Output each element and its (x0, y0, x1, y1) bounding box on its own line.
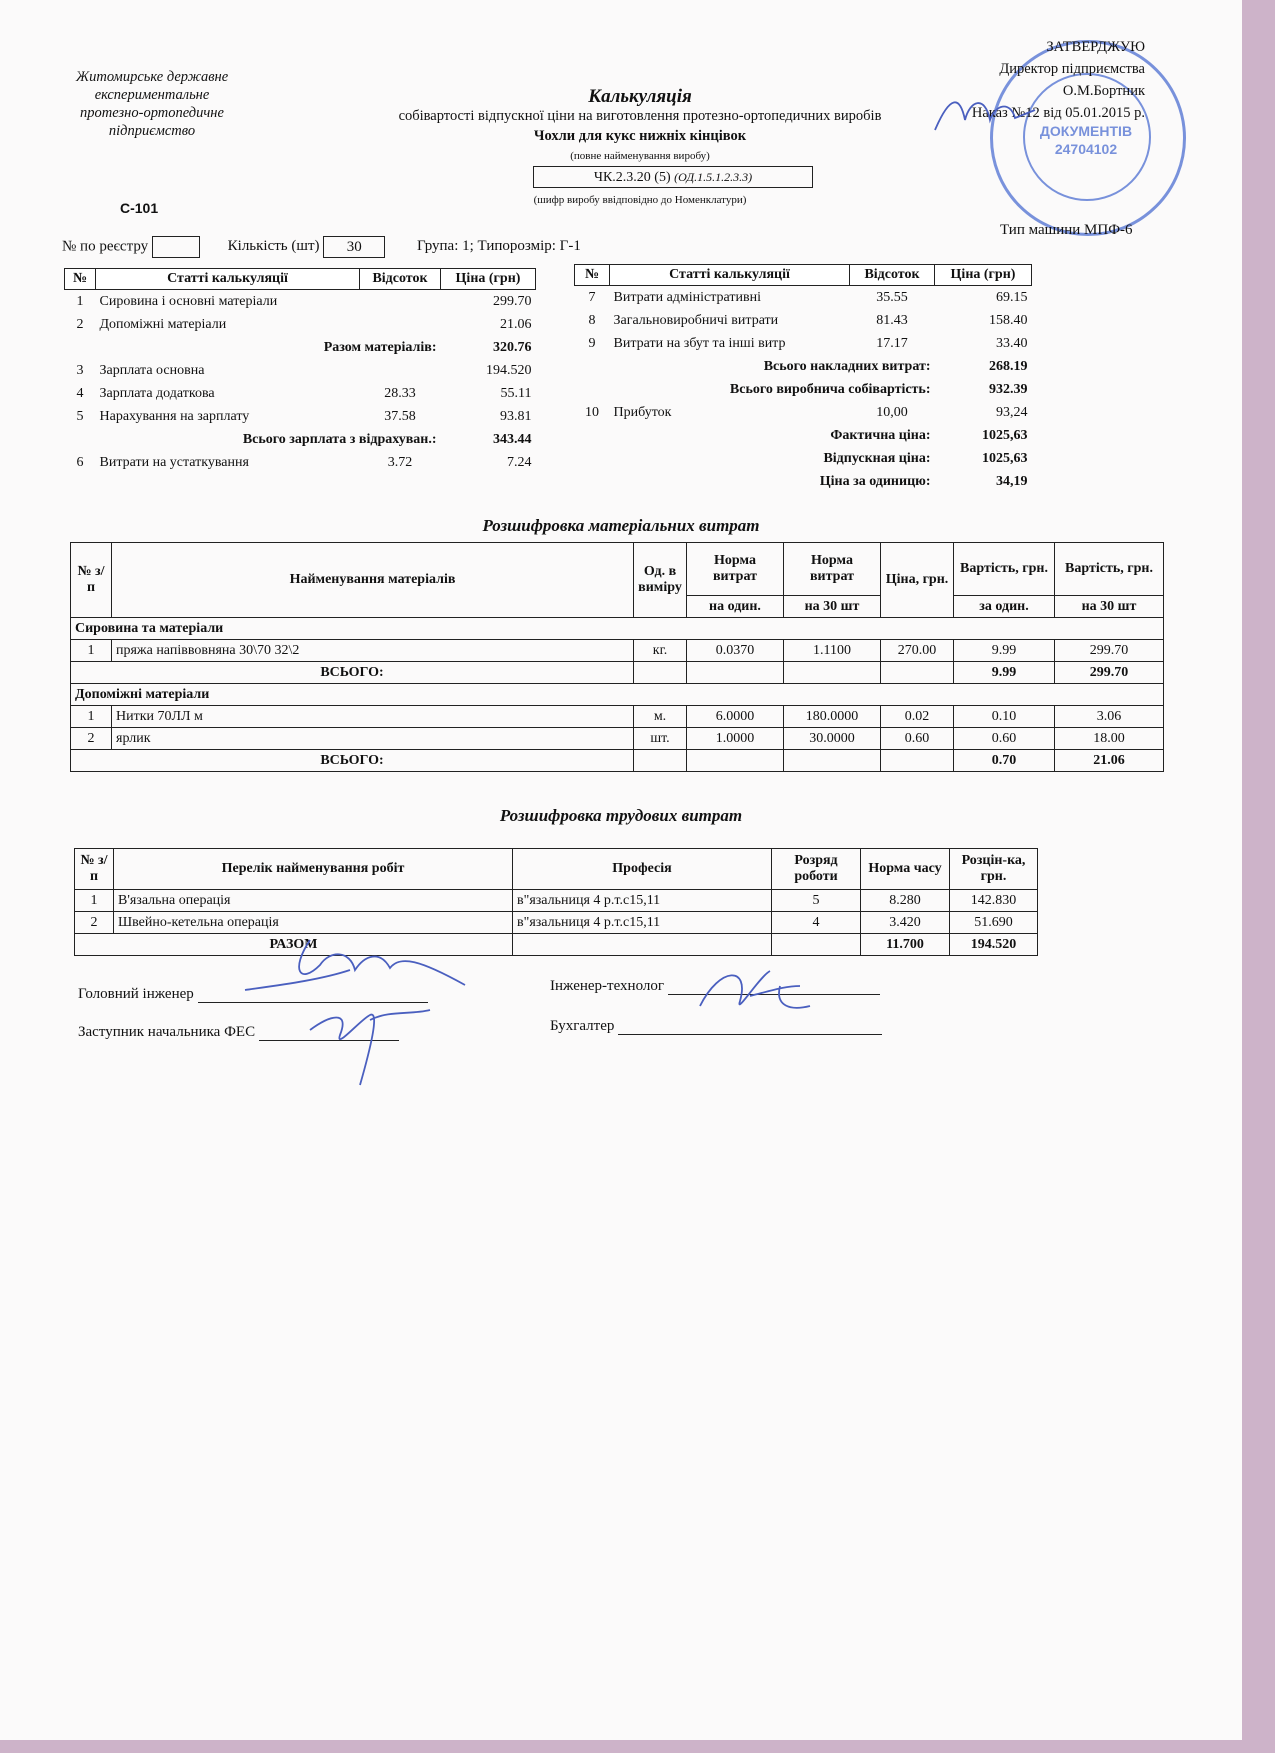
calc-row (575, 378, 1032, 401)
calc-pct: 37.58 (384, 408, 416, 424)
calc-row (65, 359, 536, 382)
calc-value: 1025,63 (982, 427, 1028, 443)
calc-value: 33.40 (996, 335, 1028, 351)
calc-pct: 10,00 (876, 404, 908, 420)
calc-item: Відпускная ціна: (823, 450, 931, 466)
mat-header-cost-one: Вартість, грн. (954, 543, 1055, 596)
mat-header-price: Ціна, грн. (881, 543, 954, 618)
stamp-number: 24704102 (1054, 141, 1118, 157)
mat-cost-30: 18.00 (1055, 728, 1164, 750)
calc-item: Зарплата додаткова (99, 385, 215, 401)
calc-row (65, 290, 536, 314)
mat-name: Нитки 70ЛЛ м (112, 706, 634, 728)
calc-row (65, 405, 536, 428)
material-row (71, 706, 1164, 728)
calc-item: Зарплата основна (99, 362, 205, 378)
mat-cost-one: 0.10 (954, 706, 1055, 728)
calc-num: 7 (588, 289, 596, 305)
organization-name (52, 68, 252, 140)
approval-order: Наказ №12 від 05.01.2015 р. (971, 105, 1145, 121)
calc-value: 7.24 (507, 454, 532, 470)
org-line: експериментальне (94, 87, 210, 103)
mat-norm-one: 6.0000 (687, 706, 784, 728)
calc-value: 299.70 (493, 293, 532, 309)
labor-profession: в"язальниця 4 р.т.с15,11 (513, 890, 772, 912)
mat-header-cost-30: Вартість, грн. (1055, 543, 1164, 596)
calc-row (65, 313, 536, 336)
labor-header-name: Перелік найменування робіт (114, 849, 513, 890)
calc-item: Разом матеріалів: (323, 339, 437, 355)
calc-value: 268.19 (989, 358, 1028, 374)
mat-total-label: ВСЬОГО: (71, 750, 634, 772)
mat-norm-30: 1.1100 (784, 640, 881, 662)
mat-name: пряжа напіввовняна 30\70 32\2 (112, 640, 634, 662)
labor-num: 1 (75, 890, 114, 912)
mat-total-cost-30: 21.06 (1055, 750, 1164, 772)
mat-empty-cell (881, 662, 954, 684)
product-name-hint: (повне найменування виробу) (570, 150, 710, 162)
labor-empty-cell (513, 934, 772, 956)
materials-section-title: Розшифровка матеріальних витрат (482, 516, 760, 535)
calc-row (65, 382, 536, 405)
mat-unit: шт. (634, 728, 687, 750)
calc-num: 6 (76, 454, 84, 470)
mat-empty-cell (784, 662, 881, 684)
material-total-row (71, 750, 1164, 772)
material-group-title: Сировина та матеріали (71, 618, 1164, 640)
labor-rate: 51.690 (950, 912, 1038, 934)
mat-norm-one: 0.0370 (687, 640, 784, 662)
calc-table-right (574, 264, 1032, 493)
mat-unit: м. (634, 706, 687, 728)
calc-row (65, 451, 536, 474)
mat-total-label: ВСЬОГО: (71, 662, 634, 684)
calc-header-num: № (65, 269, 96, 290)
material-row (71, 728, 1164, 750)
machine-type: Тип машини МПФ-6 (1000, 222, 1133, 238)
mat-subheader-per-30: на 30 шт (784, 596, 881, 618)
mat-num: 1 (71, 706, 112, 728)
material-group-row (71, 684, 1164, 706)
calc-pct: 3.72 (387, 454, 413, 470)
engineer-signature-icon (690, 956, 820, 1026)
calc-row (575, 309, 1032, 332)
calc-pct (360, 290, 441, 314)
labor-rank: 5 (772, 890, 861, 912)
quantity-value: 30 (323, 236, 385, 258)
labor-header-num: № з/п (75, 849, 114, 890)
mat-header-norm-one: Норма витрат (687, 543, 784, 596)
mat-subheader-per-one: на один. (687, 596, 784, 618)
mat-num: 2 (71, 728, 112, 750)
mat-norm-one: 1.0000 (687, 728, 784, 750)
calc-header-item: Статті калькуляції (96, 269, 360, 290)
labor-rank: 4 (772, 912, 861, 934)
calc-num: 2 (76, 316, 84, 332)
calc-num: 3 (76, 362, 84, 378)
mat-subheader-cost-30: на 30 шт (1055, 596, 1164, 618)
deputy-signature-icon (300, 990, 440, 1090)
calc-pct: 28.33 (384, 385, 416, 401)
calc-item: Витрати на збут та інші витр (613, 335, 786, 351)
mat-total-cost-one: 0.70 (954, 750, 1055, 772)
labor-total-rate: 194.520 (950, 934, 1038, 956)
registry-label: № по реєстру (62, 238, 149, 255)
calc-row (65, 336, 536, 359)
calc-item: Нарахування на зарплату (99, 408, 250, 424)
director-signature-icon (930, 90, 1040, 140)
calc-header-price: Ціна (грн) (441, 269, 536, 290)
mat-total-cost-30: 299.70 (1055, 662, 1164, 684)
calc-value: 158.40 (989, 312, 1028, 328)
labor-header-rank: Розряд роботи (772, 849, 861, 890)
calc-pct: 81.43 (876, 312, 908, 328)
quantity-label: Кількість (шт) (227, 238, 320, 255)
labor-num: 2 (75, 912, 114, 934)
calc-item: Всього зарплата з відрахуван.: (242, 431, 437, 447)
mat-price: 270.00 (881, 640, 954, 662)
calc-value: 1025,63 (982, 450, 1028, 466)
calc-item: Фактична ціна: (830, 427, 931, 443)
calc-value: 932.39 (989, 381, 1028, 397)
org-line: протезно-ортопедичне (80, 105, 224, 121)
calc-table-left (64, 268, 536, 474)
org-line: підприємство (108, 123, 196, 139)
chief-engineer-label: Головний інженер (78, 986, 194, 1002)
calc-num-empty (575, 355, 610, 378)
calc-right-body (575, 286, 1032, 494)
calc-num: 1 (76, 293, 84, 309)
mat-empty-cell (784, 750, 881, 772)
page-title: Калькуляція (588, 86, 692, 107)
labor-rate: 142.830 (950, 890, 1038, 912)
mat-unit: кг. (634, 640, 687, 662)
mat-header-norm-30: Норма витрат (784, 543, 881, 596)
calc-num: 5 (76, 408, 84, 424)
registry-number-box (152, 236, 200, 258)
labor-name: Швейно-кетельна операція (114, 912, 513, 934)
calc-num-empty (575, 424, 610, 447)
calc-item: Ціна за одиницю: (819, 473, 931, 489)
calc-row (575, 470, 1032, 493)
deputy-label: Заступник начальника ФЕС (78, 1024, 256, 1040)
mat-cost-one: 0.60 (954, 728, 1055, 750)
calc-item: Сировина і основні матеріали (99, 293, 278, 309)
labor-header-rate: Розцін-ка, грн. (950, 849, 1038, 890)
calc-item: Всього накладних витрат: (763, 358, 931, 374)
registry-line (62, 236, 581, 258)
accountant-label: Бухгалтер (550, 1018, 615, 1034)
calc-value: 21.06 (500, 316, 532, 332)
mat-empty-cell (687, 750, 784, 772)
calc-value: 343.44 (493, 431, 532, 447)
group-size: Група: 1; Типорозмір: Г-1 (417, 238, 581, 255)
calc-pct: 35.55 (876, 289, 908, 305)
calc-row (575, 447, 1032, 470)
mat-name: ярлик (112, 728, 634, 750)
form-code: С-101 (120, 200, 159, 216)
material-row (71, 640, 1164, 662)
calc-row (575, 401, 1032, 424)
calc-num: 10 (585, 404, 599, 420)
mat-price: 0.60 (881, 728, 954, 750)
approval-heading: ЗАТВЕРДЖУЮ (1046, 39, 1145, 55)
labor-row (75, 890, 1038, 912)
labor-total-norm: 11.700 (861, 934, 950, 956)
calc-item: Витрати на устаткування (99, 454, 249, 470)
mat-cost-30: 3.06 (1055, 706, 1164, 728)
calc-num-empty (575, 447, 610, 470)
approval-director-name: О.М.Бортник (1062, 83, 1145, 99)
material-total-row (71, 662, 1164, 684)
calc-num-empty (65, 336, 96, 359)
calc-value: 320.76 (493, 339, 532, 355)
materials-body (71, 618, 1164, 772)
calc-header-num: № (575, 265, 610, 286)
calc-value: 69.15 (996, 289, 1028, 305)
product-code-hint: (шифр виробу ввідповідно до Номенклатури) (533, 194, 747, 206)
engineer-label: Інженер-технолог (550, 978, 665, 994)
product-name: Чохли для кукс нижніх кінцівок (533, 128, 747, 144)
approval-position: Директор підприємства (999, 61, 1145, 77)
calc-row (575, 286, 1032, 310)
calc-header-price: Ціна (грн) (935, 265, 1032, 286)
labor-body (75, 890, 1038, 956)
mat-norm-30: 180.0000 (784, 706, 881, 728)
calc-pct: 17.17 (876, 335, 908, 351)
calc-item: Витрати адміністративні (613, 289, 762, 305)
labor-total-label: РАЗОМ (75, 934, 513, 956)
calc-value: 93,24 (996, 404, 1028, 420)
product-code: ЧК.2.3.20 (5) (593, 170, 671, 185)
mat-cost-30: 299.70 (1055, 640, 1164, 662)
mat-empty-cell (634, 662, 687, 684)
org-line: Житомирське державне (75, 69, 229, 85)
labor-table (74, 848, 1038, 956)
product-code-box (533, 166, 813, 188)
labor-empty-cell (772, 934, 861, 956)
calc-item: Загальновиробничі витрати (613, 312, 779, 328)
labor-section-title: Розшифровка трудових витрат (499, 806, 743, 825)
mat-empty-cell (687, 662, 784, 684)
calc-value: 34,19 (996, 473, 1028, 489)
calc-value: 93.81 (500, 408, 532, 424)
material-group-title: Допоміжні матеріали (71, 684, 1164, 706)
calc-left-body (65, 290, 536, 475)
calc-row (575, 355, 1032, 378)
calc-header-pct: Відсоток (850, 265, 935, 286)
mat-num: 1 (71, 640, 112, 662)
labor-row (75, 912, 1038, 934)
product-code-note: (ОД.1.5.1.2.3.3) (674, 170, 753, 184)
calc-header-item: Статті калькуляції (610, 265, 850, 286)
mat-price: 0.02 (881, 706, 954, 728)
calc-value: 55.11 (500, 385, 532, 401)
calc-item: Прибуток (613, 404, 672, 420)
calc-pct (360, 313, 441, 336)
mat-header-num: № з/п (71, 543, 112, 618)
stamp-label: ДОКУМЕНТІВ (1039, 123, 1133, 139)
labor-header-norm: Норма часу (861, 849, 950, 890)
calc-row (575, 332, 1032, 355)
calc-num-empty (65, 428, 96, 451)
mat-norm-30: 30.0000 (784, 728, 881, 750)
page-subtitle: собівартості відпускної ціни на виготовлення протезно-ортопедичних виробів (398, 108, 882, 124)
labor-profession: в"язальниця 4 р.т.с15,11 (513, 912, 772, 934)
mat-cost-one: 9.99 (954, 640, 1055, 662)
calc-item: Допоміжні матеріали (99, 316, 227, 332)
labor-norm: 3.420 (861, 912, 950, 934)
labor-norm: 8.280 (861, 890, 950, 912)
mat-empty-cell (881, 750, 954, 772)
calc-num: 4 (76, 385, 84, 401)
calc-value: 194.520 (486, 362, 532, 378)
mat-total-cost-one: 9.99 (954, 662, 1055, 684)
labor-name: В'язальна операція (114, 890, 513, 912)
calc-num-empty (575, 378, 610, 401)
mat-empty-cell (634, 750, 687, 772)
calc-num: 9 (588, 335, 596, 351)
calc-item: Всього виробнича собівартість: (729, 381, 931, 397)
material-group-row (71, 618, 1164, 640)
calc-header-pct: Відсоток (360, 269, 441, 290)
labor-total-row (75, 934, 1038, 956)
labor-header-profession: Професія (513, 849, 772, 890)
mat-subheader-cost-one: за один. (954, 596, 1055, 618)
calc-num: 8 (588, 312, 596, 328)
mat-header-unit: Од. в виміру (634, 543, 687, 618)
mat-header-name: Найменування матеріалів (112, 543, 634, 618)
calc-row (575, 424, 1032, 447)
calc-num-empty (575, 470, 610, 493)
calc-row (65, 428, 536, 451)
materials-table (70, 542, 1164, 772)
calc-pct (360, 359, 441, 382)
